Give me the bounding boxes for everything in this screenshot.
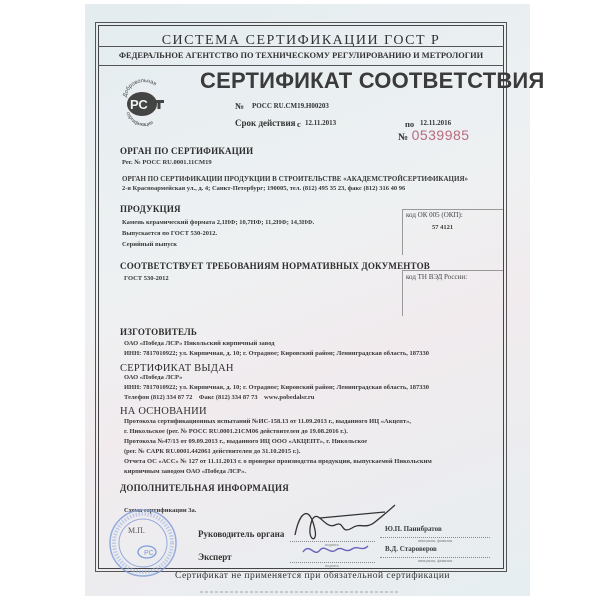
section-compliance: СООТВЕТСТВУЕТ ТРЕБОВАНИЯМ НОРМАТИВНЫХ ДОКУМЕНТОВ: [120, 261, 430, 271]
head-signature-caption: подпись: [325, 542, 339, 547]
valid-from-label: с: [297, 119, 301, 129]
basis-line-1: Протокола сертификационных испытаний №ИС-158.13 от 11.09.2013 г., выданного ИЦ «Акцепт»,: [124, 418, 411, 425]
serial-number-label: №: [398, 132, 409, 143]
stamp-label: М.П.: [128, 526, 145, 535]
basis-line-6: кирпичным заводом ОАО «Победа ЛСР».: [124, 468, 247, 475]
section-manufacturer: ИЗГОТОВИТЕЛЬ: [120, 327, 198, 337]
system-title: СИСТЕМА СЕРТИФИКАЦИИ ГОСТ Р: [161, 33, 441, 48]
product-line-3: Серийный выпуск: [122, 241, 177, 248]
basis-line-4: (рег. № САРК RU.0001.442061 действителен до 31.10.2015 г.).: [124, 448, 301, 455]
svg-text:Добровольная: Добровольная: [122, 78, 158, 98]
header-divider-2: [98, 65, 504, 66]
basis-line-3: Протокола №47/13 от 09.09.2013 г., выданного ИЦ ООО «АКЦЕПТ», г. Никольское: [124, 438, 368, 445]
cert-number: РОСС RU.СМ19.Н00203: [252, 102, 329, 110]
product-line-1: Камень керамический формата 2,1НФ; 10,7НФ; 11,2НФ; 14,3НФ.: [122, 219, 315, 226]
cert-number-label: №: [235, 101, 245, 111]
section-basis: НА ОСНОВАНИИ: [120, 406, 207, 417]
okp-code-label: код ОК 005 (ОКП):: [406, 211, 463, 219]
svg-text:сертификация: сертификация: [124, 111, 155, 128]
product-line-2: Выпускается по ГОСТ 530-2012.: [122, 230, 218, 237]
head-of-body-label: Руководитель органа: [198, 529, 285, 539]
valid-to-date: 12.11.2016: [420, 119, 452, 127]
validity-label: Срок действия: [235, 118, 296, 128]
manufacturer-details: ИНН: 7817010922; ул. Кирпичная, д. 10; г. Отрадное; Кировский район; Ленинградская область, 187330: [124, 350, 430, 357]
svg-text:РС: РС: [130, 97, 148, 112]
basis-line-2: г. Никольское (рег. № РОСС RU.0001.21СМ06 действителен до 19.08.2016 г.).: [124, 428, 348, 435]
expert-name-caption: инициалы, фамилия: [418, 558, 453, 563]
valid-to-label: по: [405, 119, 415, 129]
official-stamp-icon: [108, 508, 178, 578]
section-certification-body: ОРГАН ПО СЕРТИФИКАЦИИ: [120, 146, 254, 156]
valid-from-date: 12.11.2013: [305, 119, 337, 127]
certification-scheme: Схема сертификации 3а.: [124, 507, 197, 514]
expert-label: Эксперт: [198, 552, 232, 562]
serial-number-value: 0539985: [411, 127, 470, 143]
expert-name: В.Д. Староверов: [385, 545, 437, 553]
issued-to-details: ИНН: 7817010922; ул. Кирпичная, д. 10; г. Отрадное; Кировский район; Ленинградская область, 187330: [124, 384, 430, 391]
issued-to-name: ОАО «Победа ЛСР»: [124, 374, 183, 381]
certificate-title: СЕРТИФИКАТ СООТВЕТСТВИЯ: [200, 68, 545, 93]
section-issued-to: СЕРТИФИКАТ ВЫДАН: [120, 363, 234, 374]
cert-body-name: ОРГАН ПО СЕРТИФИКАЦИИ ПРОДУКЦИИ В СТРОИТЕЛЬСТВЕ «АКАДЕМСТРОЙСЕРТИФИКАЦИЯ»: [122, 175, 469, 183]
cert-body-address: 2-я Красноармейская ул., д. 4; Санкт-Петербург; 190005, тел. (812) 495 35 23, факс (812) 316 40 96: [122, 185, 406, 192]
printing-house-line: [200, 591, 400, 593]
agency-name: ФЕДЕРАЛЬНОЕ АГЕНТСТВО ПО ТЕХНИЧЕСКОМУ РЕГУЛИРОВАНИЮ И МЕТРОЛОГИИ: [118, 51, 484, 60]
tnved-code-label: код ТН ВЭД России:: [406, 273, 468, 281]
compliance-standard: ГОСТ 530-2012: [124, 275, 169, 282]
section-additional-info: ДОПОЛНИТЕЛЬНАЯ ИНФОРМАЦИЯ: [120, 483, 289, 493]
manufacturer-name: ОАО «Победа ЛСР» Никольский кирпичный завод: [124, 340, 275, 347]
section-product: ПРОДУКЦИЯ: [120, 204, 181, 214]
rst-logo-icon: [120, 78, 168, 128]
issued-to-contacts: Телефон (812) 334 87 72 Факс (812) 334 87 73 www.pobedalsr.ru: [124, 394, 315, 401]
serial-number: [398, 128, 470, 143]
expert-signature-caption: подпись: [325, 563, 339, 568]
svg-text:РС: РС: [144, 550, 154, 557]
head-of-body-name: Ю.П. Панибратов: [385, 525, 442, 533]
head-name-caption: инициалы, фамилия: [418, 538, 453, 543]
footer-note: Сертификат не применяется при обязательной сертификации: [175, 571, 451, 581]
cert-body-reg-number: Рег. № РОСС RU.0001.11СМ19: [122, 159, 212, 166]
basis-line-5: Отчета ОС «АСС» № 127 от 11.11.2013 г. о проверке производства продукции, выпускаемой Никольским: [124, 458, 432, 465]
okp-code-value: 57 4121: [432, 224, 454, 231]
